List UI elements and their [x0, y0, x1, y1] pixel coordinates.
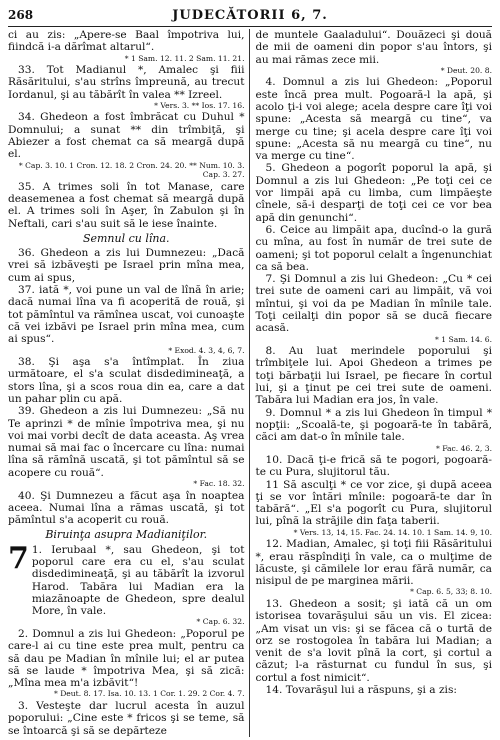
verse: 10. Dacă ţi-e frică să te pogori, pogoară-te cu Pura, slujitorul tău.: [255, 454, 492, 479]
verse: 1. Ierubaal *, sau Ghedeon, şi tot poporul care era cu el, s'au sculat disdedimineaţă, şi au tăbărît la izvorul Harod. Tabăra lui Madian era la miazănoapte de Ghedeon, spre dealul More, în vale.: [31, 543, 245, 618]
cross-reference: * 1 Sam. 12. 11. 2 Sam. 11. 21.: [124, 53, 245, 63]
right-column: [250, 29, 493, 737]
text-columns: [8, 29, 492, 737]
verse: de muntele Gaaladului“. Douăzeci şi două de mii de oameni din popor s'au întors, şi au mai rămas zece mii.: [255, 29, 492, 66]
chapter-number: 7: [8, 540, 29, 576]
verse: 35. A trimes soli în tot Manase, care deasemenea a fost chemat să meargă după el. A trimes soli în Aşer, în Zabulon şi în Neftali, cari s'au suit să le iese înainte.: [8, 180, 245, 230]
page-header: [8, 8, 492, 27]
verse: 36. Ghedeon a zis lui Dumnezeu: „Dacă vrei să izbăveşti pe Israel prin mîna mea, cum ai spus,: [8, 247, 245, 284]
cross-reference: * Deut. 8. 17. Isa. 10. 13. 1 Cor. 1. 29. 2 Cor. 4. 7.: [54, 689, 245, 699]
verse: 38. Şi aşa s'a întîmplat. În ziua următoare, el s'a sculat disdedimineaţă, a stors lîna, şi a scos roua din ea, care a dat un pahar plin cu apă.: [8, 356, 245, 405]
cross-reference: * Vers. 13, 14, 15. Fac. 24. 14. 10. 1 Sam. 14. 9, 10.: [293, 527, 492, 537]
verse: 33. Tot Madianul *, Amalec şi fiii Răsăritului, s'au strîns împreună, au trecut Iordanul, şi au tăbărît în valea ** Izreel.: [8, 64, 245, 101]
verse: 5. Ghedeon a pogorît poporul la apă, şi Domnul a zis lui Ghedeon: „Pe toţi cei ce vor limpăi apă cu limba, cum limpăeşte cînele, să-i desparţi de toţi cei ce vor bea apă din genunchi“.: [255, 162, 492, 224]
cross-reference: * Fac. 18. 32.: [193, 479, 245, 488]
cross-reference: * Cap. 6. 32.: [196, 617, 245, 627]
verse: 34. Ghedeon a fost îmbrăcat cu Duhul * Domnului; a sunat ** din trîmbiţă, şi Abiezer a fost chemat ca să meargă după el.: [8, 111, 245, 161]
verse: 13. Ghedeon a sosit; şi iată că un om istorisea tovarăşului său un vis. El zicea: „Am visat un vis: şi se făcea că o turtă de orz se rostogolea în tabăra lui Madian; a venit de s'a lovit pînă la cort, şi cortul a căzut; l-a răsturnat cu fundul în sus, şi cortul a fost nimicit“.: [255, 597, 492, 684]
verse: 11 Să asculţi * ce vor zice, şi după aceea ţi se vor întări mînile: pogoară-te dar în tabără“. „El s'a pogorît cu Pura, slujitorul lui, pînă la străjile din faţa taberii.: [255, 478, 492, 528]
verse: 8. Au luat merindele poporului şi trîmbiţele lui. Apoi Ghedeon a trimes pe toţi bărbaţii lui Israel, pe fiecare în cortul lui, şi a ţinut pe cei trei sute de oameni. Tabăra lui Madian era jos, în vale.: [255, 345, 492, 407]
verse: 12. Madian, Amalec, şi toţi fiii Răsăritului *, erau răspîndiţi în vale, ca o mulţime de lăcuste, şi cămilele lor erau fără număr, ca nisipul de pe marginea mării.: [255, 538, 492, 588]
verse: 37. iată *, voi pune un val de lînă în arie; dacă numai lîna va fi acoperită de rouă, şi tot pămîntul va rămînea uscat, voi cunoaşte că vei izbăvi pe Israel prin mîna mea, cum ai spus“.: [8, 284, 245, 346]
verse: 14. Tovarăşul lui a răspuns, şi a zis:: [265, 684, 457, 697]
cross-reference: * Vers. 3. ** Ios. 17. 16.: [154, 100, 245, 110]
cross-reference: * Cap. 3. 10. 1 Cron. 12. 18. 2 Cron. 24. 20. ** Num. 10. 3. Cap. 3. 27.: [18, 160, 245, 180]
cross-reference: * Cap. 6. 5, 33; 8. 10.: [410, 587, 492, 597]
running-title: JUDECĂTORII 6, 7.: [172, 8, 328, 23]
verse: 6. Ceice au limpăit apa, ducînd-o la gură cu mîna, au fost în număr de trei sute de oameni; şi tot poporul celalt a îngenunchiat ca să bea.: [255, 223, 492, 273]
section-heading: Biruinţa asupra Madianiţilor.: [45, 528, 208, 542]
cross-reference: * 1 Sam. 14. 6.: [435, 334, 492, 344]
cross-reference: * Deut. 20. 8.: [440, 65, 492, 75]
page-number: 268: [8, 8, 34, 22]
verse: 4. Domnul a zis lui Ghedeon: „Poporul este încă prea mult. Pogoară-l la apă, şi acolo ţi-i voi alege; acela despre care îţi voi spune: „Acesta să meargă cu tine“, va merge cu tine; şi acela despre care îţi voi spune: „Acesta să nu meargă cu tine“, nu va merge cu tine“.: [255, 76, 492, 163]
verse: 3. Vesteşte dar lucrul acesta în auzul poporului: „Cine este * fricos şi se teme, să se întoarcă şi să se depărteze: [8, 699, 245, 737]
verse: 2. Domnul a zis lui Ghedeon: „Poporul pe care-l ai cu tine este prea mult, pentru ca să dau pe Madian în mînile lui; el ar putea să se laude * împotriva Mea, şi să zică: „Mîna mea m'a izbăvit“!: [8, 627, 245, 690]
verse: 39. Ghedeon a zis lui Dumnezeu: „Să nu Te aprinzi * de mînie împotriva mea, şi nu voi mai vorbi decît de data aceasta. Aş vrea numai să mai fac o încercare cu lîna: numai lîna să rămînă uscată, şi tot pămîntul să se acopere cu rouă“.: [8, 405, 245, 479]
verse: 7. Şi Domnul a zis lui Ghedeon: „Cu * cei trei sute de oameni cari au limpăit, vă voi mîntui, şi voi da pe Madian în mînile tale. Toţi ceilalţi din popor să se ducă fiecare acasă.: [255, 273, 492, 335]
cross-reference: * Exod. 4. 3, 4, 6, 7.: [168, 345, 245, 355]
cross-reference: * Fac. 46. 2, 3.: [436, 443, 492, 453]
section-heading: Semnul cu lîna.: [82, 231, 170, 245]
chapter-start: [8, 540, 245, 618]
verse: 40. Şi Dumnezeu a făcut aşa în noaptea aceea. Numai lîna a rămas uscată, şi tot pămîntul s'a acoperit cu rouă.: [8, 489, 245, 527]
left-column: [8, 29, 250, 737]
verse: ci au zis: „Apere-se Baal împotriva lui, fiindcă i-a dărîmat altarul“.: [8, 29, 245, 54]
verse: 9. Domnul * a zis lui Ghedeon în timpul * nopţii: „Scoală-te, şi pogoară-te în tabără, căci am dat-o în mînile tale.: [255, 406, 492, 444]
